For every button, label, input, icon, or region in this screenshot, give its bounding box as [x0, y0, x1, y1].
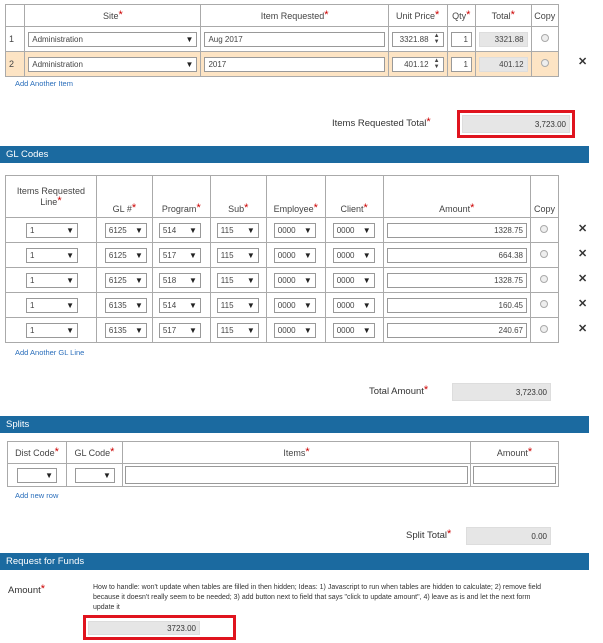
annotation-box — [457, 110, 575, 138]
delete-row-icon[interactable]: ✕ — [578, 273, 588, 285]
unit-price-input[interactable]: 3321.88 ▲ ▼ — [392, 32, 444, 47]
gl-codes-table — [5, 175, 559, 343]
amount-input[interactable]: 1328.75 — [387, 273, 527, 288]
employee-select[interactable]: 0000 ▼ — [274, 273, 316, 288]
row-number: 1 — [6, 27, 25, 52]
program-select[interactable]: 514 ▼ — [159, 298, 201, 313]
copy-header: Copy — [530, 176, 558, 218]
copy-radio[interactable] — [540, 275, 548, 283]
delete-row-icon[interactable]: ✕ — [578, 248, 588, 260]
add-another-item-link[interactable]: Add Another Item — [15, 79, 73, 88]
line-select[interactable]: 1 ▼ — [26, 273, 78, 288]
amount-input[interactable]: 664.38 — [387, 248, 527, 263]
delete-row-icon[interactable]: ✕ — [578, 298, 588, 310]
client-select[interactable]: 0000 ▼ — [333, 223, 375, 238]
item-row — [6, 52, 559, 77]
gl-total-field: 3,723.00 — [452, 383, 551, 401]
program-select[interactable]: 517 ▼ — [159, 248, 201, 263]
gl-total-label: Total Amount* — [369, 384, 429, 397]
gl-code-select[interactable] — [75, 468, 115, 483]
item-requested-input[interactable]: Aug 2017 — [204, 32, 384, 47]
amount-header: Amount* — [383, 176, 530, 218]
site-header: Site* — [25, 5, 201, 27]
splits-section-header: Splits — [0, 416, 589, 433]
copy-header: Copy — [531, 5, 558, 27]
amount-input[interactable]: 160.45 — [387, 298, 527, 313]
gl-select[interactable]: 6135 ▼ — [105, 323, 147, 338]
sub-select[interactable]: 115 ▼ — [217, 273, 259, 288]
program-select[interactable]: 518 ▼ — [159, 273, 201, 288]
dist-code-select[interactable] — [17, 468, 57, 483]
gl-select[interactable]: 6135 ▼ — [105, 298, 147, 313]
item-requested-header: Item Requested* — [201, 5, 388, 27]
dist-code-header: Dist Code* — [8, 442, 67, 464]
client-select[interactable]: 0000 ▼ — [333, 323, 375, 338]
items-table — [5, 4, 559, 77]
gl-row — [6, 268, 559, 293]
program-select[interactable]: 514 ▼ — [159, 223, 201, 238]
client-header: Client* — [325, 176, 383, 218]
line-header: Items Requested Line* — [6, 176, 97, 218]
client-select[interactable]: 0000 ▼ — [333, 273, 375, 288]
request-for-funds-section-header: Request for Funds — [0, 553, 589, 570]
delete-row-icon[interactable]: ✕ — [578, 56, 588, 68]
gl-code-header: GL Code* — [66, 442, 122, 464]
gl-select[interactable]: 6125 ▼ — [105, 223, 147, 238]
gl-row — [6, 318, 559, 343]
delete-row-icon[interactable]: ✕ — [578, 323, 588, 335]
gl-codes-section-header: GL Codes — [0, 146, 589, 163]
employee-select[interactable]: 0000 ▼ — [274, 248, 316, 263]
sub-select[interactable]: 115 ▼ — [217, 298, 259, 313]
employee-select[interactable]: 0000 ▼ — [274, 323, 316, 338]
total-field: 3321.88 — [479, 32, 528, 47]
gl-select[interactable]: 6125 ▼ — [105, 248, 147, 263]
copy-radio[interactable] — [540, 325, 548, 333]
client-select[interactable]: 0000 ▼ — [333, 248, 375, 263]
add-new-row-link[interactable]: Add new row — [15, 491, 59, 500]
split-amount-input[interactable] — [473, 466, 556, 484]
splits-table — [7, 441, 559, 487]
split-amount-header: Amount* — [471, 442, 559, 464]
sub-header: Sub* — [210, 176, 266, 218]
items-total-field: 3,723.00 — [462, 115, 570, 133]
amount-input[interactable]: 1328.75 — [387, 223, 527, 238]
split-items-input[interactable] — [125, 466, 468, 484]
add-another-gl-line-link[interactable]: Add Another GL Line — [15, 348, 85, 357]
unit-price-header: Unit Price* — [388, 5, 447, 27]
program-select[interactable]: 517 ▼ — [159, 323, 201, 338]
copy-radio[interactable] — [541, 59, 549, 67]
split-total-label: Split Total* — [406, 528, 452, 541]
unit-price-input[interactable]: 401.12 ▲ ▼ — [392, 57, 444, 72]
funds-amount-field: 3723.00 — [88, 621, 200, 635]
annotation-box — [83, 615, 236, 640]
employee-select[interactable]: 0000 ▼ — [274, 298, 316, 313]
employee-select[interactable]: 0000 ▼ — [274, 223, 316, 238]
copy-radio[interactable] — [540, 250, 548, 258]
line-select[interactable]: 1 ▼ — [26, 298, 78, 313]
copy-radio[interactable] — [540, 300, 548, 308]
item-requested-input[interactable]: 2017 — [204, 57, 384, 72]
row-number: 2 — [6, 52, 25, 77]
items-header: Items* — [122, 442, 470, 464]
gl-row — [6, 243, 559, 268]
row-num-header — [6, 5, 25, 27]
copy-radio[interactable] — [541, 34, 549, 42]
funds-note-text: How to handle: won't update when tables are filled in then hidden; Ideas: 1) Javascript to run when tables are hidden to calculate; 2) remove field because it doesn't really seem to be needed; 3) add button next to field that says "click to update amount", 4) leave as is and let the next form update it — [93, 584, 542, 611]
amount-input[interactable]: 240.67 — [387, 323, 527, 338]
gl-header: GL #* — [96, 176, 152, 218]
program-header: Program* — [152, 176, 210, 218]
delete-row-icon[interactable]: ✕ — [578, 223, 588, 235]
gl-select[interactable]: 6125 ▼ — [105, 273, 147, 288]
line-select[interactable]: 1 ▼ — [26, 323, 78, 338]
spinner-icon[interactable]: ▲ ▼ — [433, 32, 440, 45]
qty-header: Qty* — [447, 5, 475, 27]
line-select[interactable]: 1 ▼ — [26, 223, 78, 238]
site-select[interactable]: Administration ▼ — [28, 32, 197, 47]
qty-input[interactable]: 1 — [451, 32, 472, 47]
gl-row — [6, 218, 559, 243]
spinner-icon[interactable]: ▲ ▼ — [433, 57, 440, 70]
items-total-label: Items Requested Total* — [332, 116, 431, 129]
split-total-field: 0.00 — [466, 527, 551, 545]
line-select[interactable]: 1 ▼ — [26, 248, 78, 263]
funds-amount-label: Amount* — [8, 583, 46, 596]
client-select[interactable]: 0000 ▼ — [333, 298, 375, 313]
total-field: 401.12 — [479, 57, 528, 72]
employee-header: Employee* — [266, 176, 325, 218]
qty-input[interactable]: 1 — [451, 57, 472, 72]
total-header: Total* — [475, 5, 531, 27]
sub-select[interactable]: 115 ▼ — [217, 323, 259, 338]
sub-select[interactable]: 115 ▼ — [217, 248, 259, 263]
site-select[interactable]: Administration ▼ — [28, 57, 197, 72]
sub-select[interactable]: 115 ▼ — [217, 223, 259, 238]
item-row — [6, 27, 559, 52]
gl-row — [6, 293, 559, 318]
copy-radio[interactable] — [540, 225, 548, 233]
